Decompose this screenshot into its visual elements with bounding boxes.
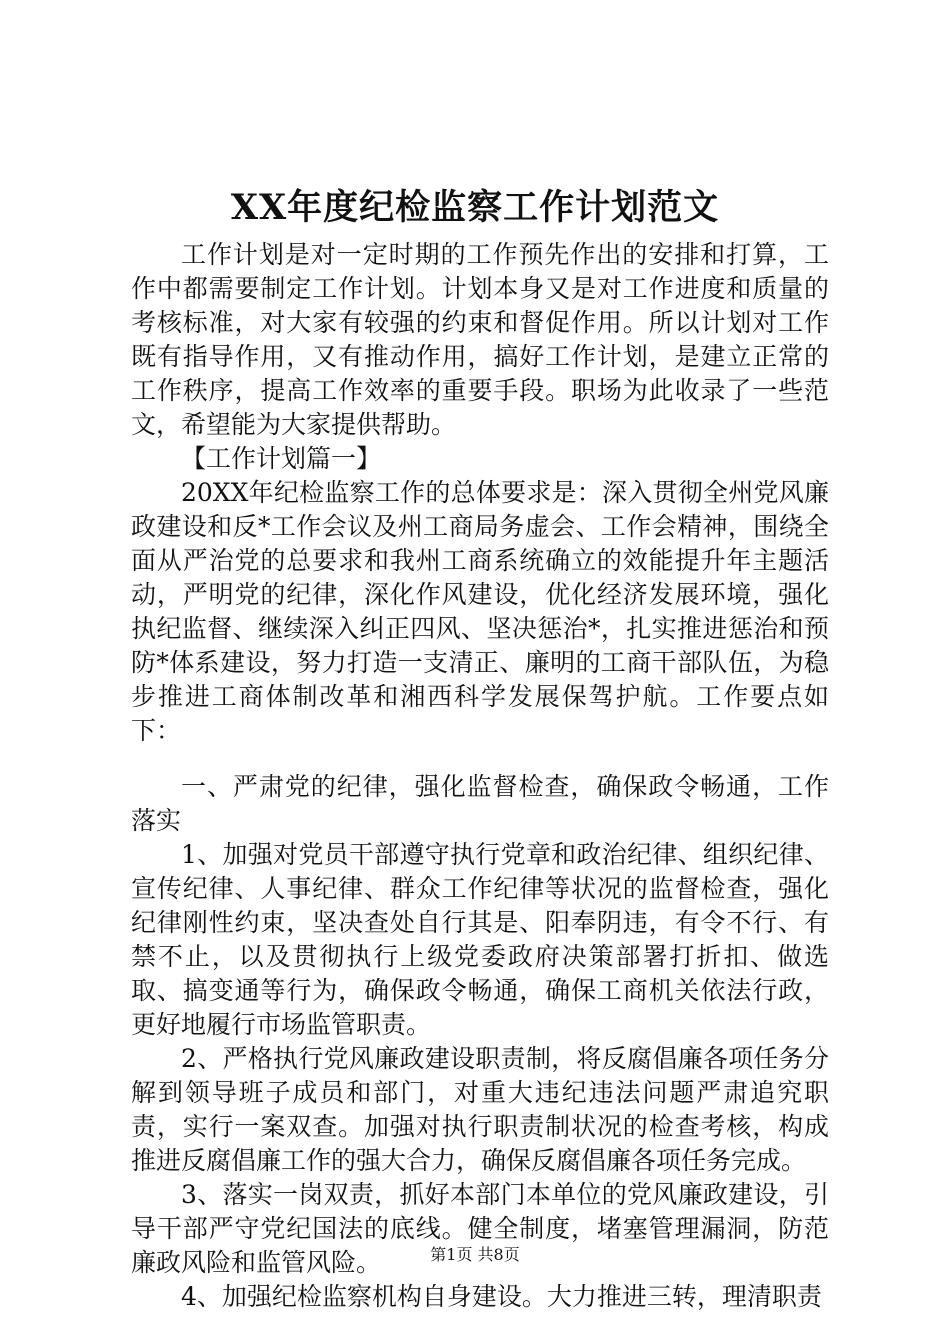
section-heading: 【工作计划篇一】: [181, 444, 382, 473]
list-item: 2、严格执行党风廉政建设职责制，将反腐倡廉各项任务分解到领导班子成员和部门，对重大违纪违法问题严肃追究职责，实行一案双查。加强对执行职责制状况的检查考核，构成推进反腐倡廉工作的强大合力，确保反腐倡廉各项任务完成。: [131, 1044, 829, 1175]
list-item: 3、落实一岗双责，抓好本部门本单位的党风廉政建设，引导干部严守党纪国法的底线。健全制度，堵塞管理漏洞，防范廉政风险和监管风险。: [131, 1180, 829, 1277]
document-body: [131, 238, 829, 1314]
list-item: 4、加强纪检监察机构自身建设。大力推进三转，理清职责: [181, 1282, 822, 1311]
page-number-footer: 第1页 共8页: [430, 1245, 520, 1264]
document-title: XX年度纪检监察工作计划范文: [230, 187, 720, 228]
body-paragraph: 20XX年纪检监察工作的总体要求是：深入贯彻全州党风廉政建设和反*工作会议及州工商局务虚会、工作会精神，围绕全面从严治党的总要求和我州工商系统确立的效能提升年主题活动，严明党的纪律，深化作风建设，优化经济发展环境，强化执纪监督、继续深入纠正四风、坚决惩治*，扎实推进惩治和预防*体系建设，努力打造一支清正、廉明的工商干部队伍，为稳步推进工商体制改革和湘西科学发展保驾护航。工作要点如下：: [131, 478, 829, 745]
item-heading: 一、严肃党的纪律，强化监督检查，确保政令畅通，工作落实: [131, 772, 829, 835]
intro-paragraph: 工作计划是对一定时期的工作预先作出的安排和打算，工作中都需要制定工作计划。计划本身又是对工作进度和质量的考核标准，对大家有较强的约束和督促作用。所以计划对工作既有指导作用，又有推动作用，搞好工作计划，是建立正常的工作秩序，提高工作效率的重要手段。职场为此收录了一些范文，希望能为大家提供帮助。: [131, 240, 829, 439]
list-item: 1、加强对党员干部遵守执行党章和政治纪律、组织纪律、宣传纪律、人事纪律、群众工作纪律等状况的监督检查，强化纪律刚性约束，坚决查处自行其是、阳奉阴违，有令不行、有禁不止，以及贯彻执行上级党委政府决策部署打折扣、做选取、搞变通等行为，确保政令畅通，确保工商机关依法行政，更好地履行市场监管职责。: [131, 840, 829, 1039]
